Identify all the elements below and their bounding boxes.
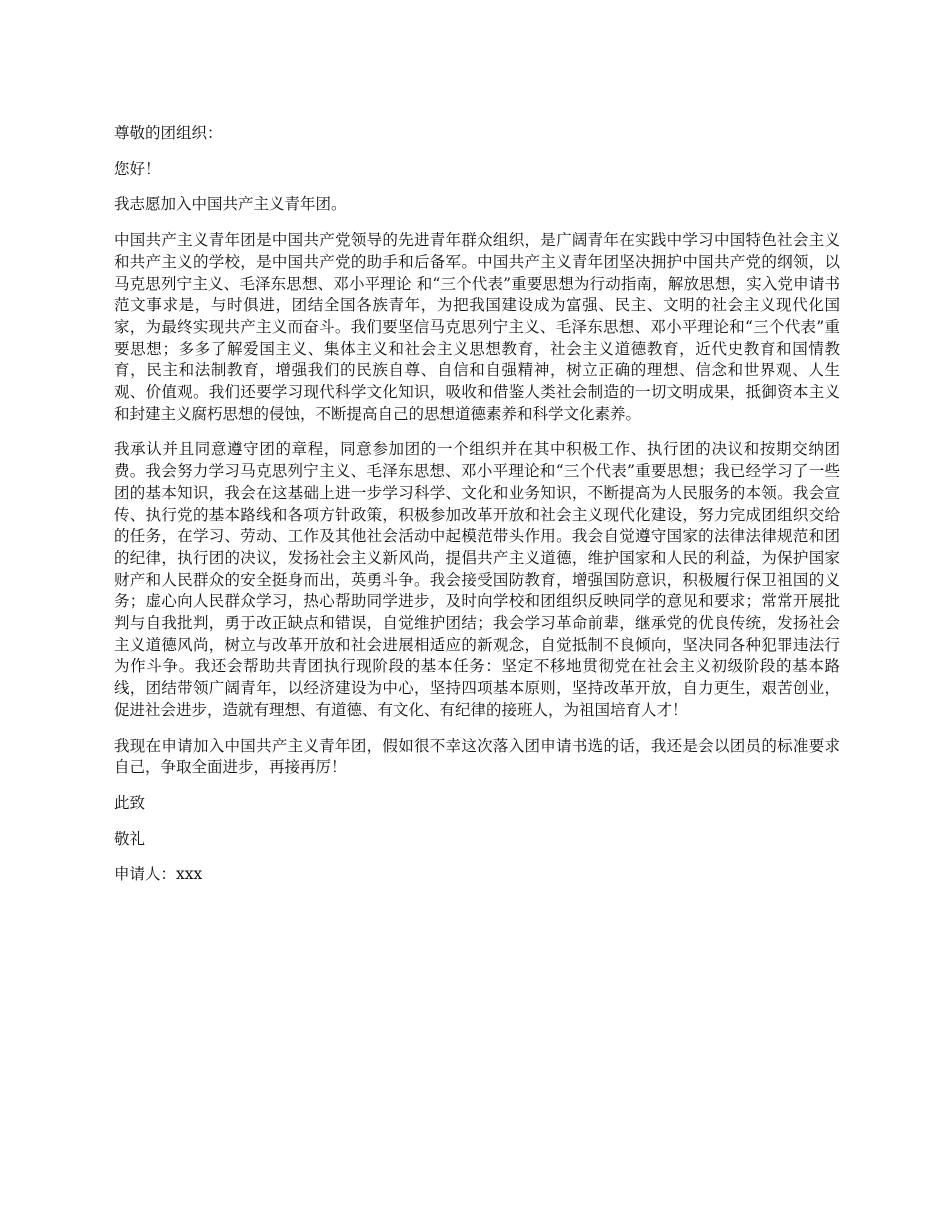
letter-body — [114, 123, 840, 900]
greeting: 您好！ — [114, 159, 161, 178]
closing-line-1: 此致 — [114, 793, 146, 812]
statement: 我志愿加入中国共产主义青年团。 — [114, 195, 347, 214]
closing-line-2: 敬礼 — [114, 829, 146, 848]
signature: 申请人：xxx — [114, 865, 203, 884]
salutation: 尊敬的团组织： — [114, 124, 223, 142]
paragraph-1: 中国共产主义青年团是中国共产党领导的先进青年群众组织，是广阔青年在实践中学习中国特色社会主义和共产主义的学校，是中国共产党的助手和后备军。中国共产主义青年团坚决拥护中国共产党的纲领，以马克思列宁主义、毛泽东思想、邓小平理论 和“三个代表”重要思想为行动指南，解放思想，实入党申请书范文事求是，与时俱进，团结全国各族青年，为把我国建设成为富强、民主、文明的社会主义现代化国家，为最终实现共产主义而奋斗。我们要坚信马克思列宁主义、毛泽东思想、邓小平理论和“三个代表”重要思想；多多了解爱国主义、集体主义和社会主义思想教育，社会主义道德教育，近代史教育和国情教育，民主和法制教育，增强我们的民族自尊、自信和自强精神，树立正确的理想、信念和世界观、人生观、价值观。我们还要学习现代科学文化知识，吸收和借鉴人类社会制造的一切文明成果，抵御资本主义和封建主义腐朽思想的侵蚀，不断提高自己的思想道德素养和科学文化素养。 — [114, 231, 840, 423]
paragraph-3: 我现在申请加入中国共产主义青年团，假如很不幸这次落入团申请书选的话，我还是会以团员的标准要求自己，争取全面进步，再接再厉！ — [114, 736, 840, 777]
paragraph-2: 我承认并且同意遵守团的章程，同意参加团的一个组织并在其中积极工作、执行团的决议和按期交纳团费。我会努力学习马克思列宁主义、毛泽东思想、邓小平理论和“三个代表”重要思想；我已经学习了一些团的基本知识，我会在这基础上进一步学习科学、文化和业务知识，不断提高为人民服务的本领。我会宣传、执行党的基本路线和各项方针政策，积极参加改革开放和社会主义现代化建设，努力完成团组织交给的任务，在学习、劳动、工作及其他社会活动中起模范带头作用。我会自觉遵守国家的法律法律规范和团的纪律，执行团的决议，发扬社会主义新风尚，提倡共产主义道德，维护国家和人民的利益，为保护国家财产和人民群众的安全挺身而出，英勇斗争。我会接受国防教育，增强国防意识，积极履行保卫祖国的义务；虚心向人民群众学习，热心帮助同学进步，及时向学校和团组织反映同学的意见和要求；常常开展批判与自我批判，勇于改正缺点和错误，自觉维护团结；我会学习革命前辈，继承党的优良传统，发扬社会主义道德风尚，树立与改革开放和社会进展相适应的新观念，自觉抵制不良倾向，坚决同各种犯罪违法行为作斗争。我还会帮助共青团执行现阶段的基本任务：坚定不移地贯彻党在社会主义初级阶段的基本路线，团结带领广阔青年，以经济建设为中心，坚持四项基本原则，坚持改革开放，自力更生，艰苦创业，促进社会进步，造就有理想、有道德、有文化、有纪律的接班人，为祖国培育人才！ — [114, 440, 840, 719]
